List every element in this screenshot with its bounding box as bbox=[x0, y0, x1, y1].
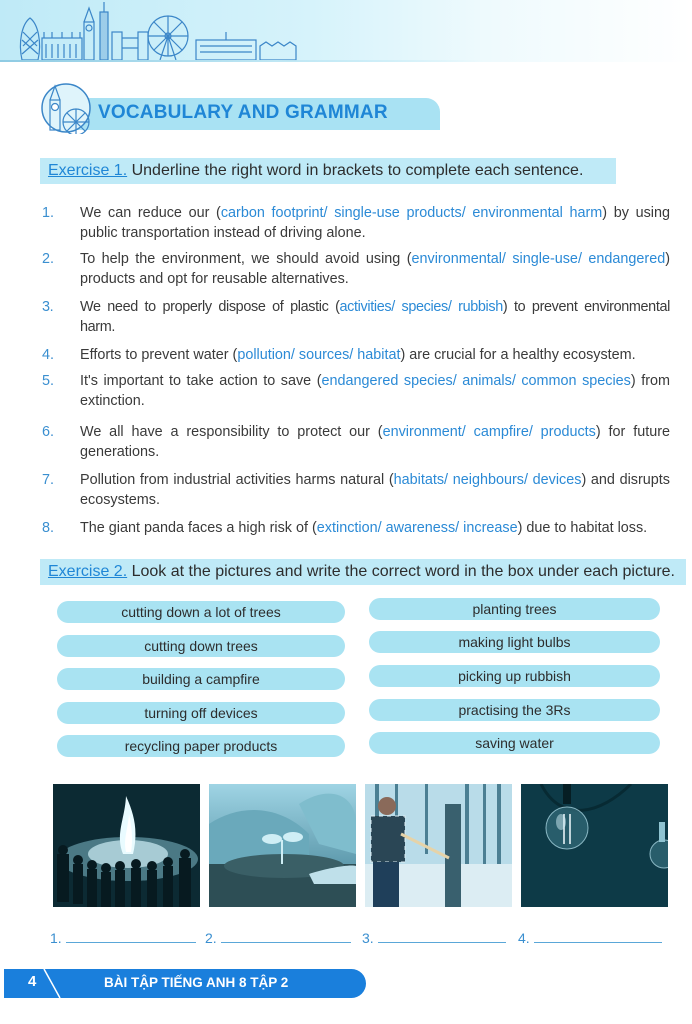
exercise-1-label: Exercise 1. bbox=[48, 162, 128, 179]
item-options[interactable]: environment/ campfire/ products bbox=[382, 424, 596, 440]
item-text-after: ) products and opt for reusable alternatives. bbox=[80, 251, 670, 287]
exercise-1-header bbox=[40, 158, 616, 184]
item-number: 5. bbox=[42, 373, 55, 389]
item-number: 3. bbox=[42, 299, 54, 315]
item-number: 7. bbox=[42, 472, 55, 488]
book-title: BÀI TẬP TIẾNG ANH 8 TẬP 2 bbox=[104, 975, 289, 990]
footer-divider-icon bbox=[42, 969, 62, 998]
item-text-before: The giant panda faces a high risk of ( bbox=[80, 520, 317, 536]
word-option[interactable]: building a campfire bbox=[57, 668, 345, 690]
section-header bbox=[40, 82, 440, 138]
answer-number: 4. bbox=[518, 930, 530, 946]
answer-number: 3. bbox=[362, 930, 374, 946]
item-text-before: We need to properly dispose of plastic ( bbox=[80, 299, 340, 315]
answer-line[interactable] bbox=[66, 930, 196, 943]
item-options[interactable]: habitats/ neighbours/ devices bbox=[393, 472, 582, 488]
item-number: 6. bbox=[42, 424, 55, 440]
item-text-before: We can reduce our ( bbox=[80, 205, 221, 221]
answer-number: 2. bbox=[205, 930, 217, 946]
item-options[interactable]: environmental/ single-use/ endangered bbox=[411, 251, 666, 267]
word-option[interactable]: planting trees bbox=[369, 598, 660, 620]
exercise-2-header bbox=[40, 559, 686, 585]
item-text-after: ) for future generations. bbox=[80, 424, 670, 460]
answer-line[interactable] bbox=[221, 930, 351, 943]
seedling-photo bbox=[209, 784, 356, 907]
london-skyline-icon bbox=[10, 2, 300, 62]
section-title: VOCABULARY AND GRAMMAR bbox=[98, 102, 388, 123]
answer-number: 1. bbox=[50, 930, 62, 946]
item-number: 8. bbox=[42, 520, 55, 536]
item-text-before: Efforts to prevent water ( bbox=[80, 347, 238, 363]
exercise-2-instruction: Look at the pictures and write the correct word in the box under each picture. bbox=[127, 563, 675, 580]
item-options[interactable]: activities/ species/ rubbish bbox=[339, 299, 503, 315]
answer-4 bbox=[518, 930, 662, 946]
answer-2 bbox=[205, 930, 351, 946]
item-text-before: Pollution from industrial activities harms natural ( bbox=[80, 472, 394, 488]
item-text-after: ) and disrupts ecosystems. bbox=[80, 472, 670, 508]
item-number: 2. bbox=[42, 251, 55, 267]
page-footer bbox=[4, 969, 366, 998]
woodcutter-photo bbox=[365, 784, 512, 907]
exercise-1-instruction: Underline the right word in brackets to complete each sentence. bbox=[127, 162, 584, 179]
item-options[interactable]: pollution/ sources/ habitat bbox=[237, 347, 401, 363]
word-option[interactable]: recycling paper products bbox=[57, 735, 345, 757]
big-ben-badge-icon bbox=[40, 82, 92, 134]
item-number: 4. bbox=[42, 347, 55, 363]
word-option[interactable]: cutting down a lot of trees bbox=[57, 601, 345, 623]
item-text-before: We all have a responsibility to protect our ( bbox=[80, 424, 383, 440]
word-option[interactable]: saving water bbox=[369, 732, 660, 754]
item-text-after: ) are crucial for a healthy ecosystem. bbox=[400, 347, 636, 363]
answer-line[interactable] bbox=[378, 930, 506, 943]
item-text-after: ) due to habitat loss. bbox=[517, 520, 648, 536]
item-options[interactable]: endangered species/ animals/ common species bbox=[321, 373, 631, 389]
light-bulb-photo bbox=[521, 784, 668, 907]
campfire-photo bbox=[53, 784, 200, 907]
item-text-before: To help the environment, we should avoid using ( bbox=[80, 251, 412, 267]
answer-line[interactable] bbox=[534, 930, 662, 943]
word-option[interactable]: practising the 3Rs bbox=[369, 699, 660, 721]
item-text-after: ) from extinction. bbox=[80, 373, 670, 409]
top-banner bbox=[0, 0, 692, 62]
word-option[interactable]: cutting down trees bbox=[57, 635, 345, 657]
exercise-2-label: Exercise 2. bbox=[48, 563, 128, 580]
item-text-after: ) to prevent environmental harm. bbox=[80, 299, 670, 335]
item-options[interactable]: extinction/ awareness/ increase bbox=[316, 520, 518, 536]
item-options[interactable]: carbon footprint/ single-use products/ environmental harm bbox=[220, 205, 603, 221]
page-number: 4 bbox=[28, 973, 37, 990]
answer-3 bbox=[362, 930, 506, 946]
answer-1 bbox=[50, 930, 196, 946]
word-option[interactable]: picking up rubbish bbox=[369, 665, 660, 687]
item-text-before: It's important to take action to save ( bbox=[80, 373, 322, 389]
item-number: 1. bbox=[42, 205, 55, 221]
word-option[interactable]: making light bulbs bbox=[369, 631, 660, 653]
item-text-after: ) by using public transportation instead of driving alone. bbox=[80, 205, 671, 241]
word-option[interactable]: turning off devices bbox=[57, 702, 345, 724]
